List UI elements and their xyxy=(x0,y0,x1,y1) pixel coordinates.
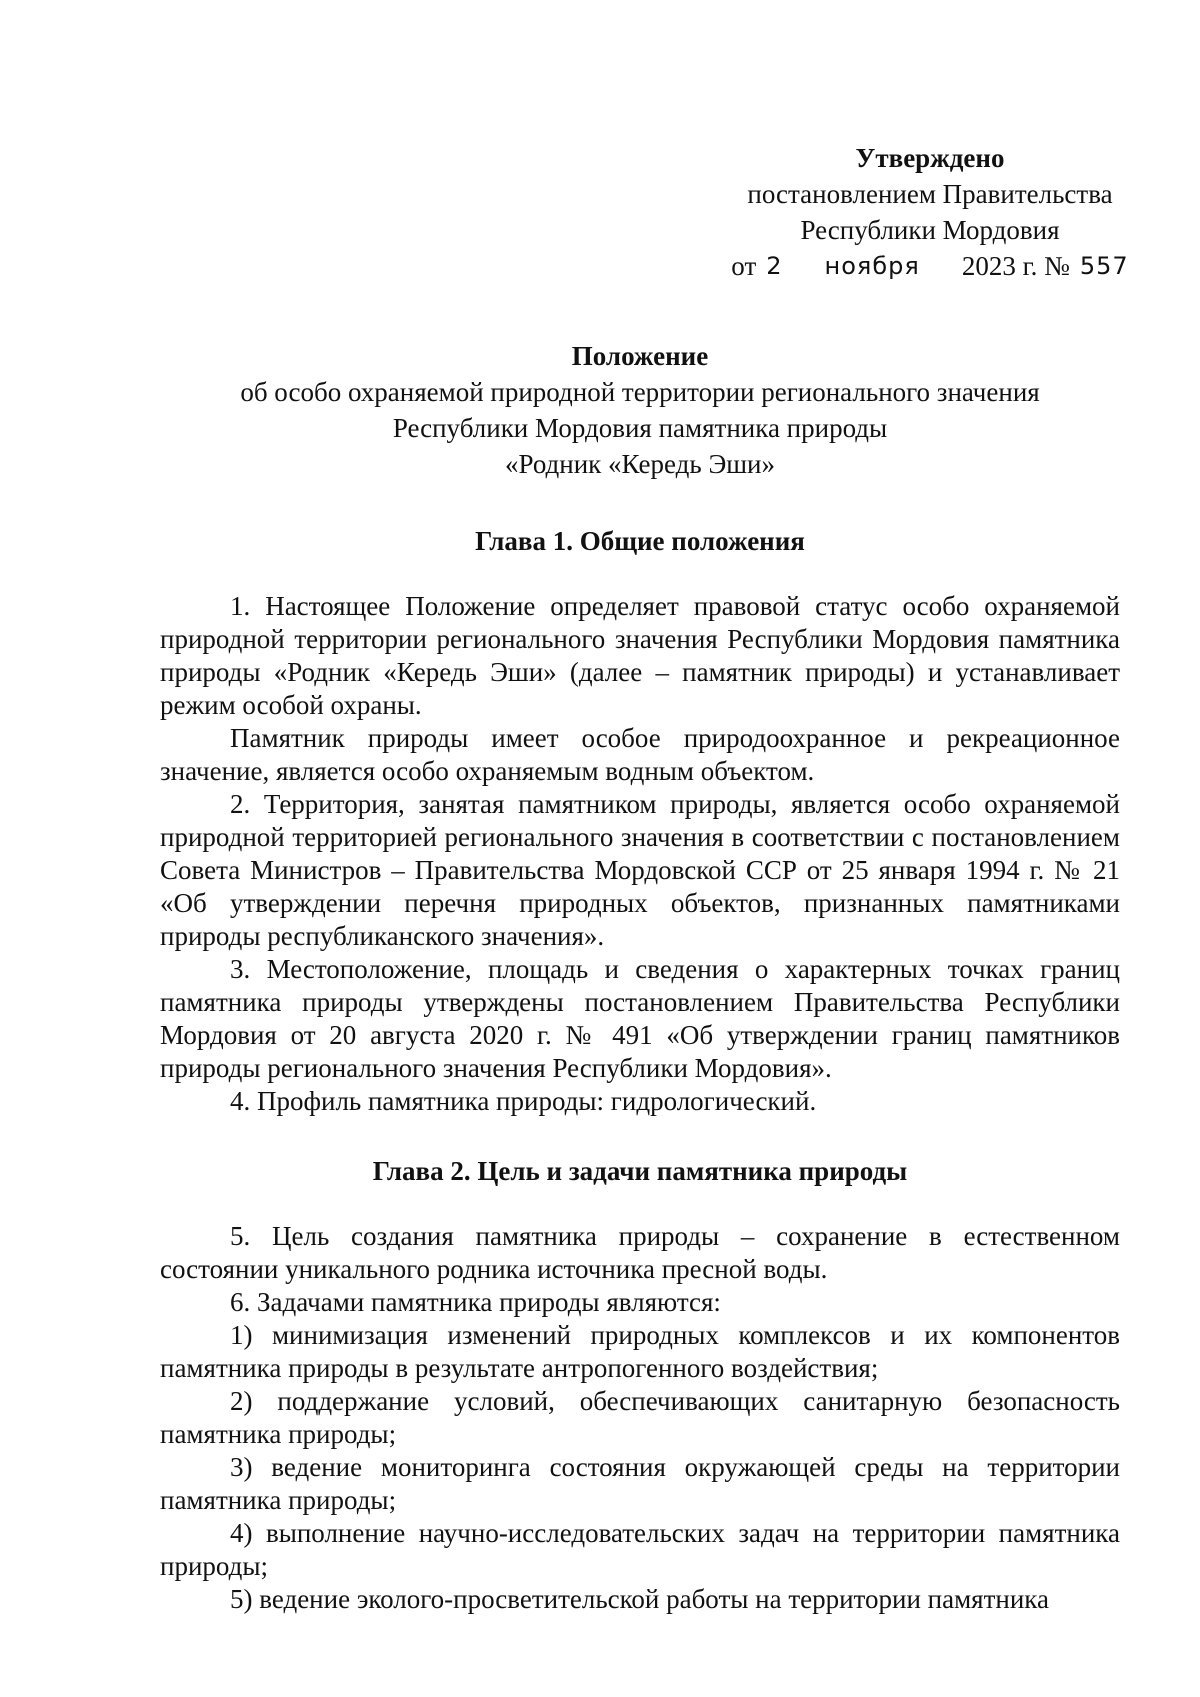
approval-line-2: Республики Мордовия xyxy=(800,215,1060,245)
paragraph: Памятник природы имеет особое природоохранное и рекреационное значение, является особо охраняемым водным объектом. xyxy=(160,723,1120,786)
date-day: 2 xyxy=(766,252,783,280)
chapter-1-body xyxy=(160,590,1120,1118)
approval-block xyxy=(720,140,1140,284)
list-item: 1) минимизация изменений природных комплексов и их компонентов памятника природы в результате антропогенного воздействия; xyxy=(160,1320,1120,1383)
document-title-block xyxy=(160,338,1120,482)
list-item: 3) ведение мониторинга состояния окружающей среды на территории памятника природы; xyxy=(160,1452,1120,1515)
document-subtitle-1: об особо охраняемой природной территории регионального значения xyxy=(240,377,1040,407)
approval-date-line xyxy=(720,248,1140,284)
approval-title: Утверждено xyxy=(855,143,1005,173)
paragraph: 5. Цель создания памятника природы – сохранение в естественном состоянии уникального родника источника пресной воды. xyxy=(160,1221,1120,1284)
paragraph: 3. Местоположение, площадь и сведения о характерных точках границ памятника природы утверждены постановлением Правительства Республики Мордовия от 20 августа 2020 г. № 491 «Об утверждении границ памятников природы регионального значения Республики Мордовия». xyxy=(160,954,1120,1083)
paragraph: 6. Задачами памятника природы являются: xyxy=(230,1287,721,1317)
date-year: 2023 г. № xyxy=(961,251,1070,281)
date-prefix: от xyxy=(731,251,757,281)
document-subtitle-2: Республики Мордовия памятника природы xyxy=(392,413,888,443)
approval-line-1: постановлением Правительства xyxy=(747,179,1113,209)
chapter-1-heading: Глава 1. Общие положения xyxy=(475,526,805,556)
document-title: Положение xyxy=(571,341,709,371)
paragraph: 1. Настоящее Положение определяет правовой статус особо охраняемой природной территории регионального значения Республики Мордовия памятника природы «Родник «Кередь Эши» (далее – памятник природы) и устанавливает режим особой охраны. xyxy=(160,591,1120,720)
document-subtitle-3: «Родник «Кередь Эши» xyxy=(504,449,776,479)
list-item: 2) поддержание условий, обеспечивающих санитарную безопасность памятника природы; xyxy=(160,1386,1120,1449)
chapter-2-body xyxy=(160,1220,1120,1616)
paragraph: 2. Территория, занятая памятником природы, является особо охраняемой природной территорией регионального значения в соответствии с постановлением Совета Министров – Правительства Мордовской ССР от 25 января 1994 г. № 21 «Об утверждении перечня природных объектов, признанных памятниками природы республиканского значения». xyxy=(160,789,1120,951)
chapter-2-heading: Глава 2. Цель и задачи памятника природы xyxy=(372,1156,908,1186)
list-item: 5) ведение эколого-просветительской работы на территории памятника xyxy=(230,1584,1049,1614)
list-item: 4) выполнение научно-исследовательских задач на территории памятника природы; xyxy=(160,1518,1120,1581)
document-number: 557 xyxy=(1079,252,1129,280)
paragraph: 4. Профиль памятника природы: гидрологический. xyxy=(230,1086,817,1116)
date-month: ноября xyxy=(824,252,920,280)
